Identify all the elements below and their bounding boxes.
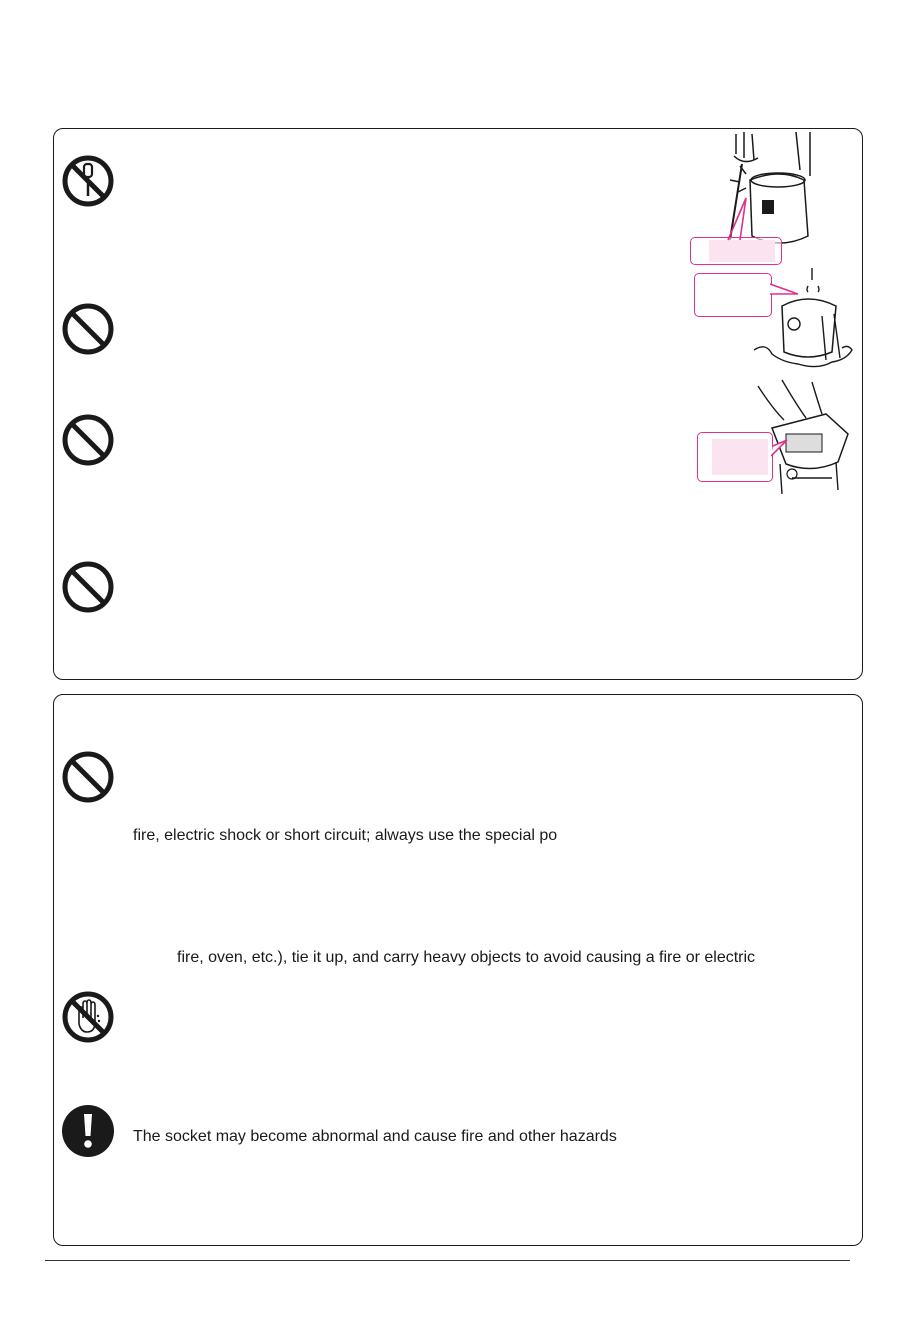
exclamation-icon [61,1104,115,1158]
body-text-fire-shock: fire, electric shock or short circuit; always use the special po [133,827,558,844]
body-text-socket: The socket may become abnormal and cause fire and other hazards [133,1128,617,1145]
prohibition-icon [61,560,115,614]
prohibition-icon [61,413,115,467]
prohibition-icon [61,302,115,356]
no-wet-hands-icon [61,990,115,1044]
no-screwdriver-icon [61,154,115,208]
warning-bubble-3 [697,432,773,482]
body-text-fire-oven: fire, oven, etc.), tie it up, and carry heavy objects to avoid causing a fire or electric [177,949,756,966]
prohibition-icon [61,750,115,804]
bubble-pointer-1 [718,196,758,242]
warning-panel-bottom [53,694,863,1246]
bubble-pointer-3 [771,438,791,462]
warning-bubble-2 [694,273,772,317]
bubble-pointer-2 [770,280,802,300]
footer-divider [45,1260,850,1261]
